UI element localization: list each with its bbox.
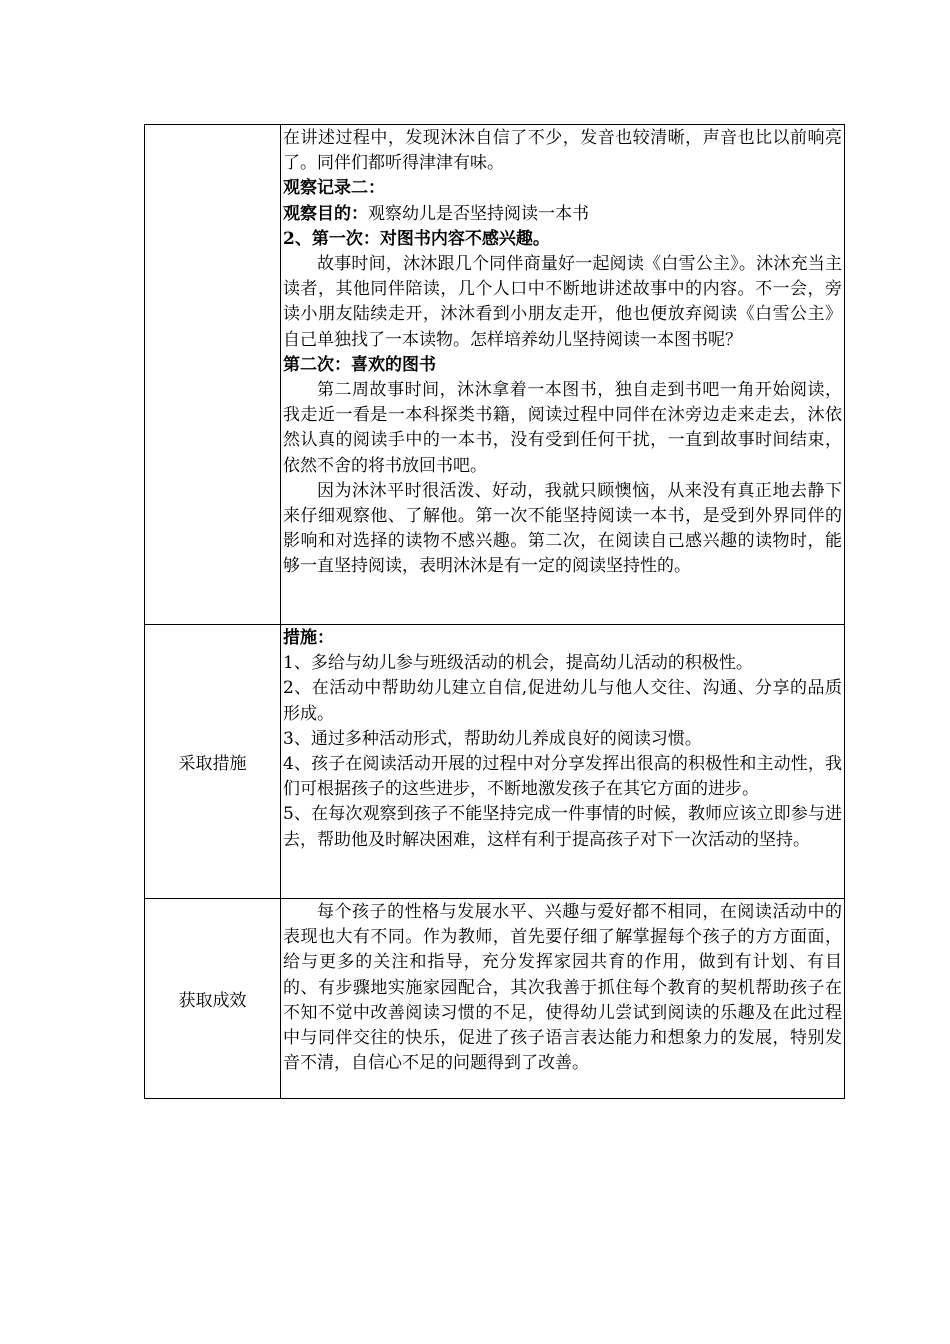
first-time-paragraph: 故事时间，沐沐跟几个同伴商量好一起阅读《白雪公主》。沐沐充当主读者，其他同伴陪读，几个人口中不断地讲述故事中的内容。不一会，旁读小朋友陆续走开，沐沐看到小朋友走开，他也便放弃阅读《白雪公主》自己单独找了一本读物。怎样培养幼儿坚持阅读一本图书呢？ (283, 254, 842, 350)
second-time-heading: 第二次：喜欢的图书 (283, 354, 436, 375)
results-label: 获取成效 (145, 899, 281, 1099)
measure-item-3: 3、通过多种活动形式，帮助幼儿养成良好的阅读习惯。 (283, 728, 702, 749)
purpose-text: 观察幼儿是否坚持阅读一本书 (368, 203, 589, 224)
measure-item-1: 1、多给与幼儿参与班级活动的机会，提高幼儿活动的积极性。 (283, 653, 753, 674)
results-row (145, 899, 845, 1099)
measure-item-4: 4、孩子在阅读活动开展的过程中对分享发挥出很高的积极性和主动性，我们可根据孩子的这些进步，不断地激发孩子在其它方面的进步。 (283, 754, 842, 800)
results-content-cell (281, 899, 845, 1099)
measure-item-5: 5、在每次观察到孩子不能坚持完成一件事情的时候，教师应该立即参与进去，帮助他及时解决困难，这样有利于提高孩子对下一次活动的坚持。 (283, 804, 842, 850)
observation-label-cell (145, 125, 281, 625)
measures-heading: 措施： (283, 628, 334, 648)
continued-paragraph: 在讲述过程中，发现沐沐自信了不少，发音也较清晰，声音也比以前响亮了。同伴们都听得津津有味。 (283, 128, 842, 174)
measures-row (145, 625, 845, 899)
measures-label: 采取措施 (145, 625, 281, 899)
first-time-heading: 2、第一次：对图书内容不感兴趣。 (283, 228, 550, 249)
observation-row (145, 125, 845, 625)
analysis-paragraph: 因为沐沐平时很活泼、好动，我就只顾懊恼，从来没有真正地去静下来仔细观察他、了解他。第一次不能坚持阅读一本书，是受到外界同伴的影响和对选择的读物不感兴趣。第二次，在阅读自己感兴趣的读物时，能够一直坚持阅读，表明沐沐是有一定的阅读坚持性的。 (283, 480, 842, 577)
purpose-label: 观察目的： (283, 203, 368, 224)
purpose-line (283, 202, 842, 227)
record-table (144, 124, 845, 1099)
observation-content-cell (281, 125, 845, 625)
second-time-paragraph: 第二周故事时间，沐沐拿着一本图书，独自走到书吧一角开始阅读，我走近一看是一本科探类书籍，阅读过程中同伴在沐旁边走来走去，沐依然认真的阅读手中的一本书，没有受到任何干扰，一直到故事时间结束，依然不舍的将书放回书吧。 (283, 380, 842, 476)
measure-item-2: 2、在活动中帮助幼儿建立自信,促进幼儿与他人交往、沟通、分享的品质形成。 (283, 678, 842, 724)
measures-content-cell (281, 625, 845, 899)
record2-heading: 观察记录二： (283, 178, 385, 199)
results-paragraph: 每个孩子的性格与发展水平、兴趣与爱好都不相同，在阅读活动中的表现也大有不同。作为教师，首先要仔细了解掌握每个孩子的方方面面，给与更多的关注和指导，充分发挥家园共育的作用，做到有计划、有目的、有步骤地实施家园配合，其次我善于抓住每个教育的契机帮助孩子在不知不觉中改善阅读习惯的不足，使得幼儿尝试到阅读的乐趣及在此过程中与同伴交往的快乐，促进了孩子语言表达能力和想象力的发展，特别发音不清，自信心不足的问题得到了改善。 (283, 902, 842, 1074)
